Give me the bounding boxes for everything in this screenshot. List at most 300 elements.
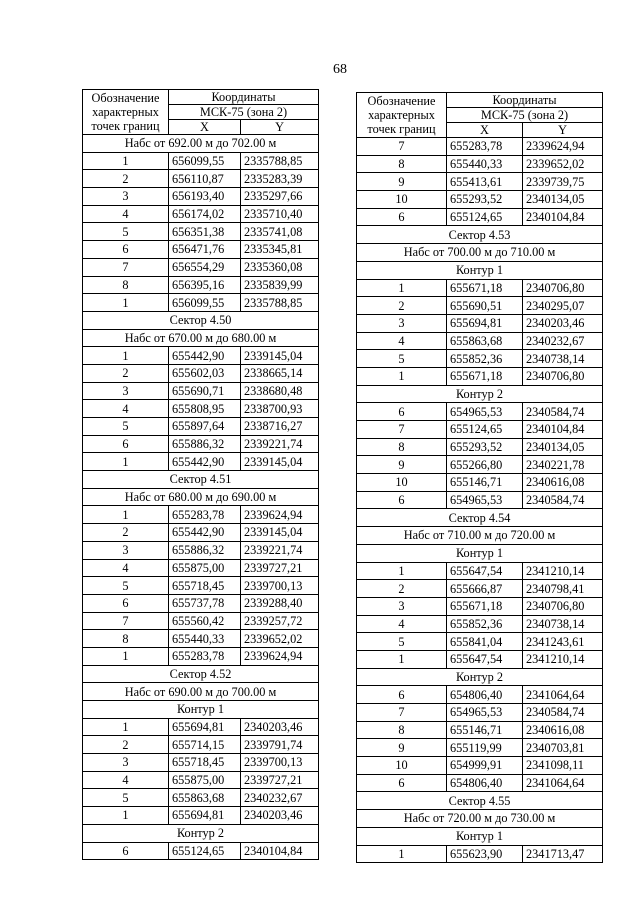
coordinates-group-header: Координаты <box>169 90 319 105</box>
x-coordinate-cell: 656351,38 <box>169 223 241 241</box>
x-coordinate-cell: 656099,55 <box>169 152 241 170</box>
x-coordinate-cell: 656471,76 <box>169 241 241 259</box>
x-coordinate-cell: 655283,78 <box>169 506 241 524</box>
table-row <box>83 382 319 400</box>
section-heading: Контур 1 <box>83 701 319 719</box>
x-coordinate-cell: 656110,87 <box>169 170 241 188</box>
x-coordinate-cell: 655875,00 <box>169 771 241 789</box>
table-row <box>83 771 319 789</box>
x-coordinate-cell: 655671,18 <box>447 597 523 615</box>
coordinate-system-header: МСК-75 (зона 2) <box>169 105 319 120</box>
table-row <box>83 718 319 736</box>
y-coordinate-cell: 2341243,61 <box>523 633 603 651</box>
point-number-cell: 6 <box>357 774 447 792</box>
y-coordinate-cell: 2339624,94 <box>241 647 319 665</box>
y-coordinate-cell: 2340203,46 <box>241 718 319 736</box>
point-number-cell: 5 <box>357 350 447 368</box>
x-coordinate-cell: 655413,61 <box>447 173 523 191</box>
coordinate-system-header: МСК-75 (зона 2) <box>447 108 603 123</box>
section-heading-row <box>83 683 319 701</box>
point-number-cell: 6 <box>83 241 169 259</box>
y-coordinate-cell: 2340134,05 <box>523 191 603 209</box>
coordinates-table-right <box>356 92 603 863</box>
y-coordinate-cell: 2339791,74 <box>241 736 319 754</box>
y-coordinate-cell: 2340104,84 <box>523 208 603 226</box>
table-row <box>357 138 603 156</box>
section-heading: Набс от 692.00 м до 702.00 м <box>83 135 319 153</box>
point-number-cell: 1 <box>357 650 447 668</box>
table-row <box>83 418 319 436</box>
point-number-cell: 8 <box>357 155 447 173</box>
y-coordinate-cell: 2340232,67 <box>523 332 603 350</box>
section-heading-row <box>357 668 603 686</box>
table-row <box>83 294 319 312</box>
section-heading: Набс от 680.00 м до 690.00 м <box>83 488 319 506</box>
y-coordinate-cell: 2335297,66 <box>241 188 319 206</box>
section-heading: Набс от 690.00 м до 700.00 м <box>83 683 319 701</box>
table-row <box>83 506 319 524</box>
table-header <box>357 93 603 138</box>
point-number-cell: 6 <box>357 686 447 704</box>
y-coordinate-cell: 2339652,02 <box>241 630 319 648</box>
section-heading-row <box>83 135 319 153</box>
section-heading: Набс от 710.00 м до 720.00 м <box>357 527 603 545</box>
x-coordinate-cell: 655714,15 <box>169 736 241 754</box>
y-coordinate-cell: 2340104,84 <box>523 421 603 439</box>
point-number-cell: 1 <box>83 453 169 471</box>
x-coordinate-cell: 655718,45 <box>169 754 241 772</box>
table-row <box>357 615 603 633</box>
point-number-cell: 7 <box>357 421 447 439</box>
table-body <box>357 138 603 863</box>
table-row <box>83 188 319 206</box>
table-row <box>83 435 319 453</box>
y-coordinate-cell: 2341713,47 <box>523 845 603 863</box>
point-number-cell: 8 <box>83 630 169 648</box>
x-coordinate-cell: 655283,78 <box>169 647 241 665</box>
table-row <box>357 297 603 315</box>
table-row <box>357 580 603 598</box>
y-coordinate-cell: 2340203,46 <box>241 807 319 825</box>
table-row <box>83 205 319 223</box>
y-coordinate-cell: 2340104,84 <box>241 842 319 860</box>
section-heading: Контур 1 <box>357 544 603 562</box>
section-heading: Набс от 700.00 м до 710.00 м <box>357 244 603 262</box>
section-heading: Контур 2 <box>357 385 603 403</box>
y-coordinate-cell: 2340706,80 <box>523 279 603 297</box>
point-number-cell: 1 <box>83 647 169 665</box>
x-coordinate-cell: 655560,42 <box>169 612 241 630</box>
point-number-cell: 1 <box>83 152 169 170</box>
point-number-cell: 5 <box>83 577 169 595</box>
x-coordinate-cell: 654965,53 <box>447 704 523 722</box>
point-number-cell: 1 <box>357 562 447 580</box>
y-coordinate-cell: 2335345,81 <box>241 241 319 259</box>
table-row <box>357 562 603 580</box>
table-row <box>83 541 319 559</box>
point-number-cell: 2 <box>83 524 169 542</box>
table-row <box>83 152 319 170</box>
point-number-cell: 9 <box>357 456 447 474</box>
x-coordinate-cell: 656174,02 <box>169 205 241 223</box>
y-coordinate-cell: 2335710,40 <box>241 205 319 223</box>
x-coordinate-cell: 655442,90 <box>169 453 241 471</box>
x-coordinate-cell: 655875,00 <box>169 559 241 577</box>
point-number-cell: 10 <box>357 191 447 209</box>
point-number-cell: 1 <box>83 807 169 825</box>
x-coordinate-cell: 655841,04 <box>447 633 523 651</box>
table-row <box>83 842 319 860</box>
x-coordinate-cell: 655863,68 <box>169 789 241 807</box>
x-column-header: X <box>169 120 241 135</box>
point-number-cell: 5 <box>357 633 447 651</box>
section-heading: Сектор 4.52 <box>83 665 319 683</box>
point-number-cell: 5 <box>83 418 169 436</box>
table-row <box>357 367 603 385</box>
y-coordinate-cell: 2338665,14 <box>241 364 319 382</box>
point-number-cell: 4 <box>357 332 447 350</box>
x-coordinate-cell: 655124,65 <box>169 842 241 860</box>
table-row <box>83 612 319 630</box>
section-heading-row <box>357 244 603 262</box>
point-number-cell: 1 <box>357 845 447 863</box>
point-number-cell: 8 <box>357 721 447 739</box>
table-row <box>357 721 603 739</box>
table-row <box>357 845 603 863</box>
section-heading-row <box>83 488 319 506</box>
point-number-cell: 2 <box>83 364 169 382</box>
x-coordinate-cell: 655808,95 <box>169 400 241 418</box>
x-coordinate-cell: 655293,52 <box>447 438 523 456</box>
y-coordinate-cell: 2335283,39 <box>241 170 319 188</box>
y-coordinate-cell: 2340703,81 <box>523 739 603 757</box>
point-number-cell: 3 <box>357 314 447 332</box>
x-coordinate-cell: 654965,53 <box>447 491 523 509</box>
y-column-header: Y <box>523 123 603 138</box>
table-row <box>357 279 603 297</box>
x-coordinate-cell: 655718,45 <box>169 577 241 595</box>
table-row <box>357 421 603 439</box>
point-number-cell: 6 <box>357 208 447 226</box>
table-row <box>83 630 319 648</box>
table-row <box>83 647 319 665</box>
y-coordinate-cell: 2341064,64 <box>523 686 603 704</box>
point-number-cell: 1 <box>83 506 169 524</box>
x-coordinate-cell: 655886,32 <box>169 435 241 453</box>
coordinates-table-left <box>82 89 319 860</box>
x-coordinate-cell: 656099,55 <box>169 294 241 312</box>
table-row <box>357 757 603 775</box>
point-number-cell: 6 <box>357 403 447 421</box>
point-number-cell: 8 <box>83 276 169 294</box>
y-coordinate-cell: 2339739,75 <box>523 173 603 191</box>
x-coordinate-cell: 655852,36 <box>447 350 523 368</box>
x-coordinate-cell: 655440,33 <box>169 630 241 648</box>
point-number-cell: 4 <box>357 615 447 633</box>
point-number-cell: 10 <box>357 474 447 492</box>
section-heading: Контур 2 <box>357 668 603 686</box>
point-number-cell: 1 <box>357 367 447 385</box>
x-coordinate-cell: 655293,52 <box>447 191 523 209</box>
table-row <box>357 650 603 668</box>
y-coordinate-cell: 2339221,74 <box>241 435 319 453</box>
section-heading-row <box>83 701 319 719</box>
x-coordinate-cell: 656193,40 <box>169 188 241 206</box>
section-heading: Набс от 670.00 м до 680.00 м <box>83 329 319 347</box>
x-coordinate-cell: 654965,53 <box>447 403 523 421</box>
x-coordinate-cell: 655690,51 <box>447 297 523 315</box>
y-coordinate-cell: 2340134,05 <box>523 438 603 456</box>
x-coordinate-cell: 655623,90 <box>447 845 523 863</box>
table-row <box>83 559 319 577</box>
x-coordinate-cell: 655602,03 <box>169 364 241 382</box>
point-number-cell: 6 <box>83 435 169 453</box>
table-row <box>357 350 603 368</box>
y-coordinate-cell: 2340232,67 <box>241 789 319 807</box>
y-coordinate-cell: 2339221,74 <box>241 541 319 559</box>
y-coordinate-cell: 2339700,13 <box>241 754 319 772</box>
y-coordinate-cell: 2335788,85 <box>241 152 319 170</box>
y-coordinate-cell: 2338680,48 <box>241 382 319 400</box>
section-heading: Сектор 4.50 <box>83 311 319 329</box>
point-number-cell: 3 <box>83 188 169 206</box>
table-row <box>357 686 603 704</box>
table-row <box>83 594 319 612</box>
table-row <box>357 456 603 474</box>
table-row <box>357 332 603 350</box>
section-heading-row <box>83 329 319 347</box>
section-heading-row <box>357 810 603 828</box>
y-coordinate-cell: 2339257,72 <box>241 612 319 630</box>
y-column-header: Y <box>241 120 319 135</box>
point-number-cell: 4 <box>83 400 169 418</box>
y-coordinate-cell: 2341210,14 <box>523 650 603 668</box>
table-row <box>83 789 319 807</box>
section-heading-row <box>357 544 603 562</box>
y-coordinate-cell: 2335788,85 <box>241 294 319 312</box>
table-row <box>357 314 603 332</box>
y-coordinate-cell: 2341210,14 <box>523 562 603 580</box>
x-coordinate-cell: 655647,54 <box>447 650 523 668</box>
table-row <box>357 438 603 456</box>
point-number-cell: 7 <box>83 258 169 276</box>
x-coordinate-cell: 655897,64 <box>169 418 241 436</box>
table-row <box>83 400 319 418</box>
point-number-cell: 1 <box>357 279 447 297</box>
y-coordinate-cell: 2335839,99 <box>241 276 319 294</box>
x-coordinate-cell: 655647,54 <box>447 562 523 580</box>
x-coordinate-cell: 655671,18 <box>447 279 523 297</box>
table-row <box>83 754 319 772</box>
point-number-cell: 3 <box>83 754 169 772</box>
section-heading-row <box>357 261 603 279</box>
y-coordinate-cell: 2339145,04 <box>241 347 319 365</box>
point-number-cell: 3 <box>83 541 169 559</box>
point-number-cell: 5 <box>83 223 169 241</box>
section-heading: Сектор 4.54 <box>357 509 603 527</box>
point-number-cell: 7 <box>357 704 447 722</box>
table-row <box>357 491 603 509</box>
point-number-cell: 1 <box>83 294 169 312</box>
section-heading: Набс от 720.00 м до 730.00 м <box>357 810 603 828</box>
section-heading-row <box>357 527 603 545</box>
table-row <box>357 704 603 722</box>
x-coordinate-cell: 655694,81 <box>169 718 241 736</box>
point-number-cell: 2 <box>357 297 447 315</box>
x-coordinate-cell: 655886,32 <box>169 541 241 559</box>
table-body <box>83 135 319 860</box>
y-coordinate-cell: 2339145,04 <box>241 524 319 542</box>
table-row <box>357 774 603 792</box>
point-number-cell: 6 <box>83 842 169 860</box>
point-number-cell: 2 <box>83 170 169 188</box>
section-heading-row <box>83 311 319 329</box>
section-heading: Контур 2 <box>83 824 319 842</box>
x-coordinate-cell: 655440,33 <box>447 155 523 173</box>
x-coordinate-cell: 656554,29 <box>169 258 241 276</box>
y-coordinate-cell: 2340738,14 <box>523 615 603 633</box>
y-coordinate-cell: 2339624,94 <box>523 138 603 156</box>
section-heading-row <box>83 471 319 489</box>
table-row <box>83 524 319 542</box>
table-row <box>83 276 319 294</box>
section-heading-row <box>83 665 319 683</box>
y-coordinate-cell: 2340616,08 <box>523 474 603 492</box>
table-row <box>83 241 319 259</box>
table-row <box>83 807 319 825</box>
point-number-cell: 7 <box>357 138 447 156</box>
x-coordinate-cell: 655694,81 <box>169 807 241 825</box>
table-row <box>357 155 603 173</box>
x-coordinate-cell: 655124,65 <box>447 208 523 226</box>
y-coordinate-cell: 2341064,64 <box>523 774 603 792</box>
x-coordinate-cell: 655124,65 <box>447 421 523 439</box>
page-number: 68 <box>333 62 347 77</box>
section-heading: Контур 1 <box>357 827 603 845</box>
y-coordinate-cell: 2340295,07 <box>523 297 603 315</box>
table-row <box>83 347 319 365</box>
section-heading: Сектор 4.51 <box>83 471 319 489</box>
table-row <box>357 191 603 209</box>
x-coordinate-cell: 654806,40 <box>447 686 523 704</box>
point-number-cell: 7 <box>83 612 169 630</box>
table-row <box>83 736 319 754</box>
y-coordinate-cell: 2340616,08 <box>523 721 603 739</box>
point-number-cell: 2 <box>83 736 169 754</box>
point-label-header: Обозначение характерных точек границ <box>357 93 447 138</box>
y-coordinate-cell: 2340584,74 <box>523 704 603 722</box>
point-number-cell: 6 <box>83 594 169 612</box>
x-coordinate-cell: 655442,90 <box>169 347 241 365</box>
x-coordinate-cell: 655442,90 <box>169 524 241 542</box>
section-heading-row <box>357 509 603 527</box>
table-header <box>83 90 319 135</box>
x-coordinate-cell: 655119,99 <box>447 739 523 757</box>
x-coordinate-cell: 655266,80 <box>447 456 523 474</box>
table-row <box>83 223 319 241</box>
y-coordinate-cell: 2340738,14 <box>523 350 603 368</box>
section-heading-row <box>357 385 603 403</box>
y-coordinate-cell: 2339624,94 <box>241 506 319 524</box>
table-row <box>357 597 603 615</box>
x-coordinate-cell: 655283,78 <box>447 138 523 156</box>
x-coordinate-cell: 656395,16 <box>169 276 241 294</box>
point-number-cell: 10 <box>357 757 447 775</box>
table-row <box>357 474 603 492</box>
point-number-cell: 1 <box>83 718 169 736</box>
table-row <box>357 173 603 191</box>
y-coordinate-cell: 2339652,02 <box>523 155 603 173</box>
section-heading-row <box>83 824 319 842</box>
point-number-cell: 1 <box>83 347 169 365</box>
x-coordinate-cell: 655690,71 <box>169 382 241 400</box>
table-row <box>357 633 603 651</box>
x-coordinate-cell: 655852,36 <box>447 615 523 633</box>
point-number-cell: 2 <box>357 580 447 598</box>
y-coordinate-cell: 2335741,08 <box>241 223 319 241</box>
point-number-cell: 8 <box>357 438 447 456</box>
y-coordinate-cell: 2338716,27 <box>241 418 319 436</box>
section-heading: Сектор 4.53 <box>357 226 603 244</box>
y-coordinate-cell: 2340706,80 <box>523 367 603 385</box>
point-number-cell: 5 <box>83 789 169 807</box>
section-heading: Контур 1 <box>357 261 603 279</box>
x-column-header: X <box>447 123 523 138</box>
y-coordinate-cell: 2335360,08 <box>241 258 319 276</box>
table-row <box>83 453 319 471</box>
x-coordinate-cell: 655666,87 <box>447 580 523 598</box>
x-coordinate-cell: 655694,81 <box>447 314 523 332</box>
y-coordinate-cell: 2338700,93 <box>241 400 319 418</box>
y-coordinate-cell: 2340584,74 <box>523 491 603 509</box>
table-row <box>357 403 603 421</box>
coordinates-group-header: Координаты <box>447 93 603 108</box>
point-number-cell: 3 <box>357 597 447 615</box>
x-coordinate-cell: 655146,71 <box>447 721 523 739</box>
section-heading-row <box>357 792 603 810</box>
y-coordinate-cell: 2340798,41 <box>523 580 603 598</box>
y-coordinate-cell: 2339700,13 <box>241 577 319 595</box>
y-coordinate-cell: 2339288,40 <box>241 594 319 612</box>
point-number-cell: 4 <box>83 205 169 223</box>
x-coordinate-cell: 655146,71 <box>447 474 523 492</box>
point-number-cell: 9 <box>357 173 447 191</box>
point-number-cell: 4 <box>83 771 169 789</box>
y-coordinate-cell: 2339145,04 <box>241 453 319 471</box>
x-coordinate-cell: 654806,40 <box>447 774 523 792</box>
table-row <box>83 364 319 382</box>
point-number-cell: 4 <box>83 559 169 577</box>
x-coordinate-cell: 655671,18 <box>447 367 523 385</box>
section-heading-row <box>357 226 603 244</box>
table-row <box>357 208 603 226</box>
point-number-cell: 6 <box>357 491 447 509</box>
y-coordinate-cell: 2340203,46 <box>523 314 603 332</box>
y-coordinate-cell: 2340584,74 <box>523 403 603 421</box>
x-coordinate-cell: 654999,91 <box>447 757 523 775</box>
table-row <box>83 170 319 188</box>
section-heading-row <box>357 827 603 845</box>
x-coordinate-cell: 655737,78 <box>169 594 241 612</box>
point-number-cell: 9 <box>357 739 447 757</box>
table-row <box>83 577 319 595</box>
point-label-header: Обозначение характерных точек границ <box>83 90 169 135</box>
y-coordinate-cell: 2340706,80 <box>523 597 603 615</box>
table-row <box>357 739 603 757</box>
y-coordinate-cell: 2341098,11 <box>523 757 603 775</box>
section-heading: Сектор 4.55 <box>357 792 603 810</box>
y-coordinate-cell: 2339727,21 <box>241 771 319 789</box>
